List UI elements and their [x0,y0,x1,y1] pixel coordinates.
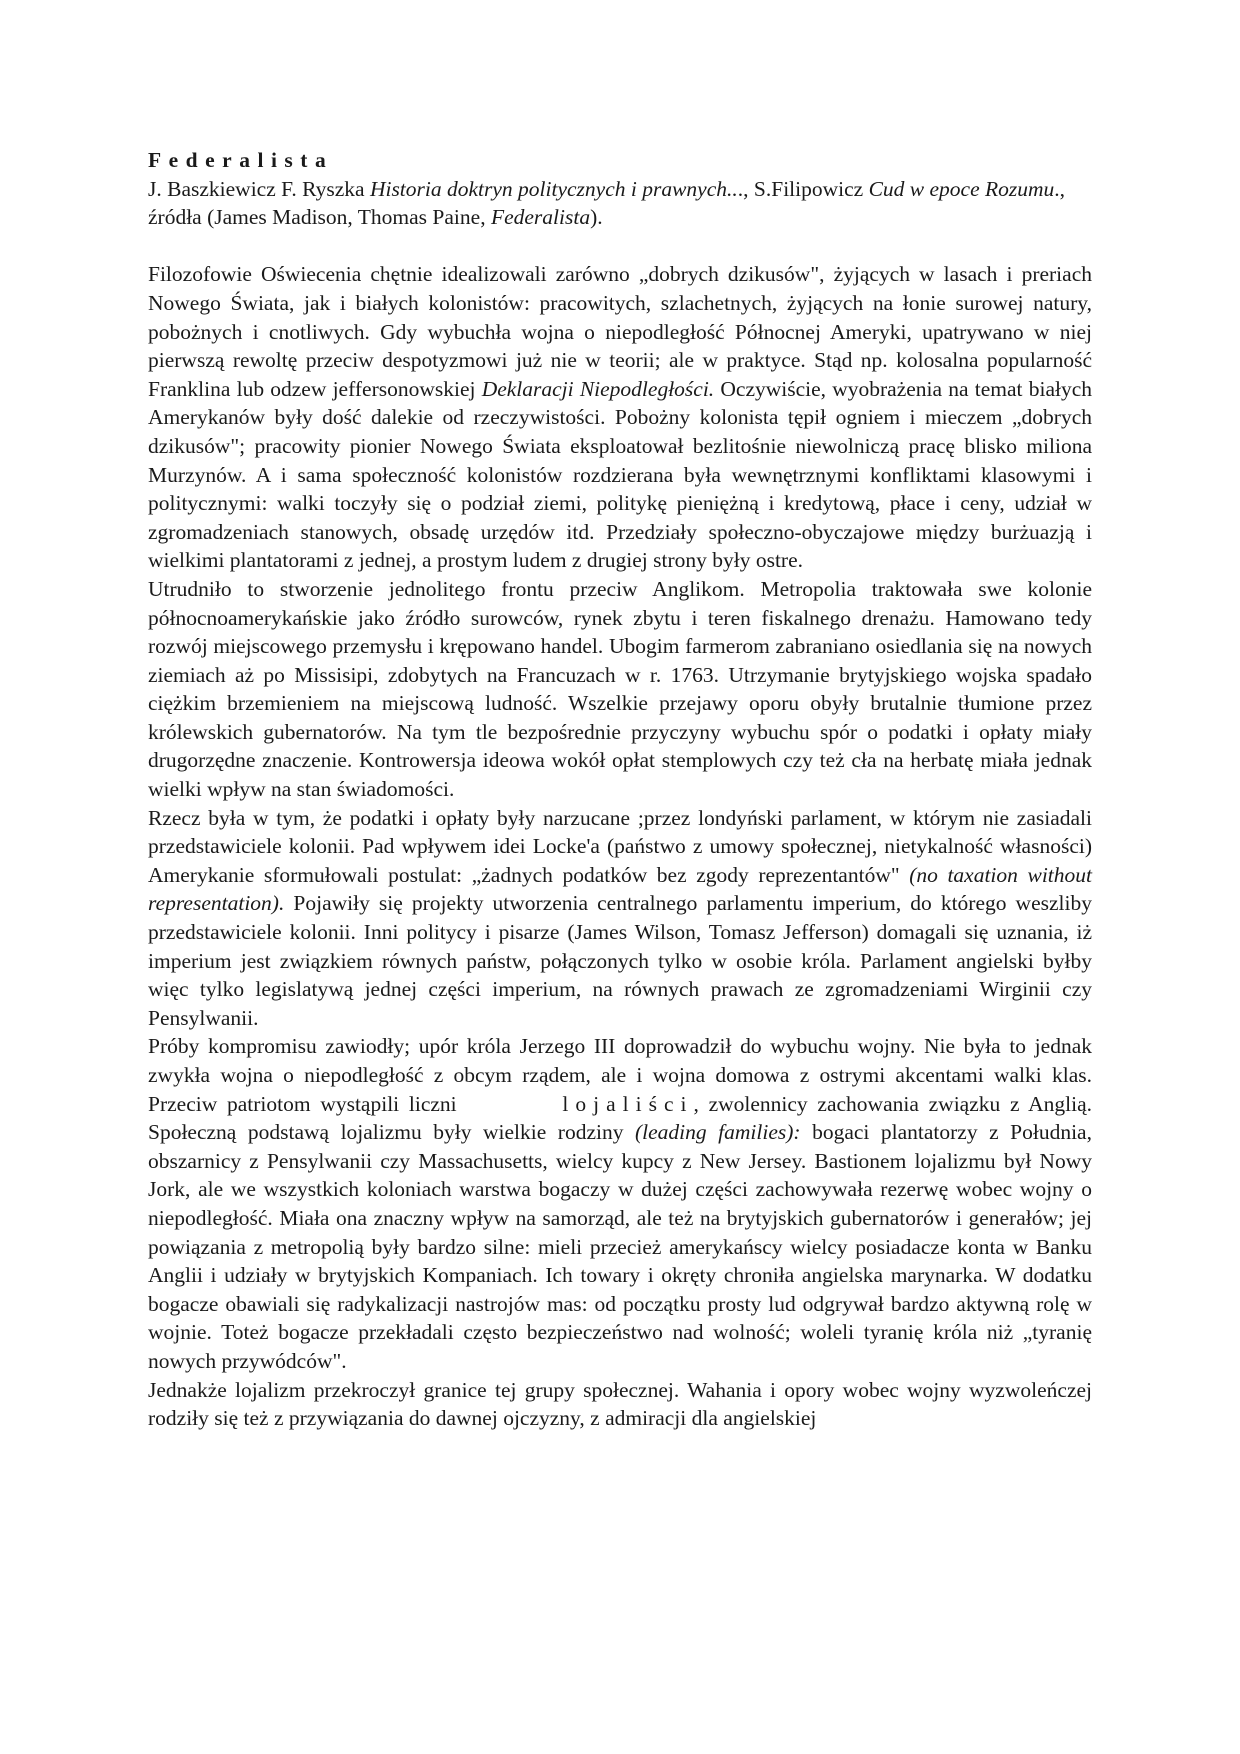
document-page [148,146,1092,1433]
paragraph [148,1376,1092,1433]
paragraph-text: bogaci plantatorzy z Południa, obszarnicy z Pensylwanii czy Massachusetts, wielcy kupcy z New Jersey. Bastionem lojalizmu był Nowy Jork, ale we wszystkich koloniach warstwa bogaczy w dużej części zachowywała rezerwę wobec wojny o niepodległość. Miała ona znaczny wpływ na samorząd, ale też na brytyjskich gubernatorów i generałów; jej powiązania z metropolią były bardzo silne: mieli przecież amerykańscy wielcy posiadacze konta w Banku Anglii i udziały w brytyjskich Kompaniach. Ich towary i okręty chroniła angielska marynarka. W dodatku bogacze obawiali się radykalizacji nastrojów mas: od początku prosty lud odgrywał bardzo aktywną rolę w wojnie. Toteż bogacze przekładali często bezpieczeństwo nad wolność; woleli tyranię króla niż „tyranię nowych przywódców". [148,1120,1092,1373]
paragraph-text: Próby kompromisu zawiodły; upór króla Jerzego III doprowadził do wybuchu wojny. Nie była to jednak zwykła wojna o niepodległość z obcym rządem, ale i wojna domowa z ostrymi akcentami walki klas. Przeciw patriotom wystąpili liczni [148,1034,1092,1116]
paragraph-text: Rzecz była w tym, że podatki i opłaty były narzucane ;przez londyński parlament, w którym nie zasiadali przedstawiciele kolonii. Pad wpływem idei Locke'a (państwo z umowy społecznej, nietykalność własności) Amerykanie sformułowali postulat: „żadnych podatków bez zgody reprezentantów" [148,805,1092,887]
paragraph [148,1032,1092,1375]
bibliography-italic-text: Historia doktryn politycznych i prawnych.. [369,176,738,201]
italic-text: Deklaracji Niepodległości. [481,376,715,401]
italic-text: (leading families): [635,1120,801,1145]
document-title: Federalista [148,148,334,172]
paragraph-text: , zwolennicy zachowania związku z Anglią. Społeczną podstawą lojalizmu były wielkie rodziny [148,1091,1092,1145]
paragraph-text: Utrudniło to stworzenie jednolitego frontu przeciw Anglikom. Metropolia traktowała swe kolonie północnoamerykańskie jako źródło surowców, rynek zbytu i teren fiskalnego drenażu. Hamowano tedy rozwój miejscowego przemysłu i krępowano handel. Ubogim farmerom zabraniano osiedlania się na nowych ziemiach aż po Missisipi, zdobytych na Francuzach w r. 1763. Utrzymanie brytyjskiego wojska spadało ciężkim brzemieniem na miejscową ludność. Wszelkie przejawy oporu obyły brutalnie tłumione przez królewskich gubernatorów. Na tym tle bezpośrednie przyczyny wybuchu spór o podatki i opłaty miały drugorzędne znaczenie. Kontrowersja ideowa wokół opłat stemplowych czy też cła na herbatę miała jednak wielki wpływ na stan świadomości. [148,576,1092,802]
body-text [148,260,1092,1432]
bibliography-text: ., S.Filipowicz [737,176,869,201]
paragraph [148,804,1092,1033]
paragraph [148,575,1092,804]
italic-text: (no taxation without representation). [148,862,1092,916]
bibliography-italic-text: Cud w epoce Rozumu [868,176,1055,201]
spaced-text: lojaliści [562,1091,694,1116]
paragraph-text: Oczywiście, wyobrażenia na temat białych Amerykanów były dość dalekie od rzeczywistości. Pobożny kolonista tępił ogniem i mieczem „dobrych dzikusów"; pracowity pionier Nowego Świata eksploatował bezlitośnie niewolniczą pracę blisko miliona Murzynów. A i sama społeczność kolonistów rozdzierana była wewnętrznymi konfliktami klasowymi i politycznymi: walki toczyły się o podział ziemi, politykę pieniężną i kredytową, płace i ceny, udział w zgromadzeniach stanowych, obsadę urzędów itd. Przedziały społeczno-obyczajowe między burżuazją i wielkimi plantatorami z jednej, a prostym ludem z drugiej strony były ostre. [148,376,1093,573]
paragraph-text: Filozofowie Oświecenia chętnie idealizowali zarówno „dobrych dzikusów", żyjących w lasach i preriach Nowego Świata, jak i białych kolonistów: pracowitych, szlachetnych, żyjących na łonie surowej natury, pobożnych i cnotliwych. Gdy wybuchła wojna o niepodległość Północnej Ameryki, upatrywano w niej pierwszą rewoltę przeciw despotyzmowi już nie w teorii; ale w praktyce. Stąd np. kolosalna popularność Franklina lub odzew jeffersonowskiej [148,262,1092,401]
bibliography-text: J. Baszkiewicz F. Ryszka [148,176,370,201]
bibliography-text: ., źródła (James Madison, Thomas Paine, [148,176,1066,230]
paragraph [148,260,1092,575]
bibliography-line [148,175,1092,232]
bibliography-text: ). [590,205,603,230]
paragraph-text: Jednakże lojalizm przekroczył granice tej grupy społecznej. Wahania i opory wobec wojny wyzwoleńczej rodziły się też z przywiązania do dawnej ojczyzny, z admiracji dla angielskiej [148,1377,1092,1431]
blank-line [148,232,1092,261]
paragraph-text: Pojawiły się projekty utworzenia centralnego parlamentu imperium, do którego weszliby przedstawiciele kolonii. Inni politycy i pisarze (James Wilson, Tomasz Jefferson) domagali się uznania, iż imperium jest związkiem równych państw, połączonych tylko w osobie króla. Parlament angielski byłby więc tylko legislatywą jednej części imperium, na równych prawach ze zgromadzeniami Wirginii czy Pensylwanii. [148,891,1092,1030]
bibliography-italic-text: Federalista [490,205,591,230]
